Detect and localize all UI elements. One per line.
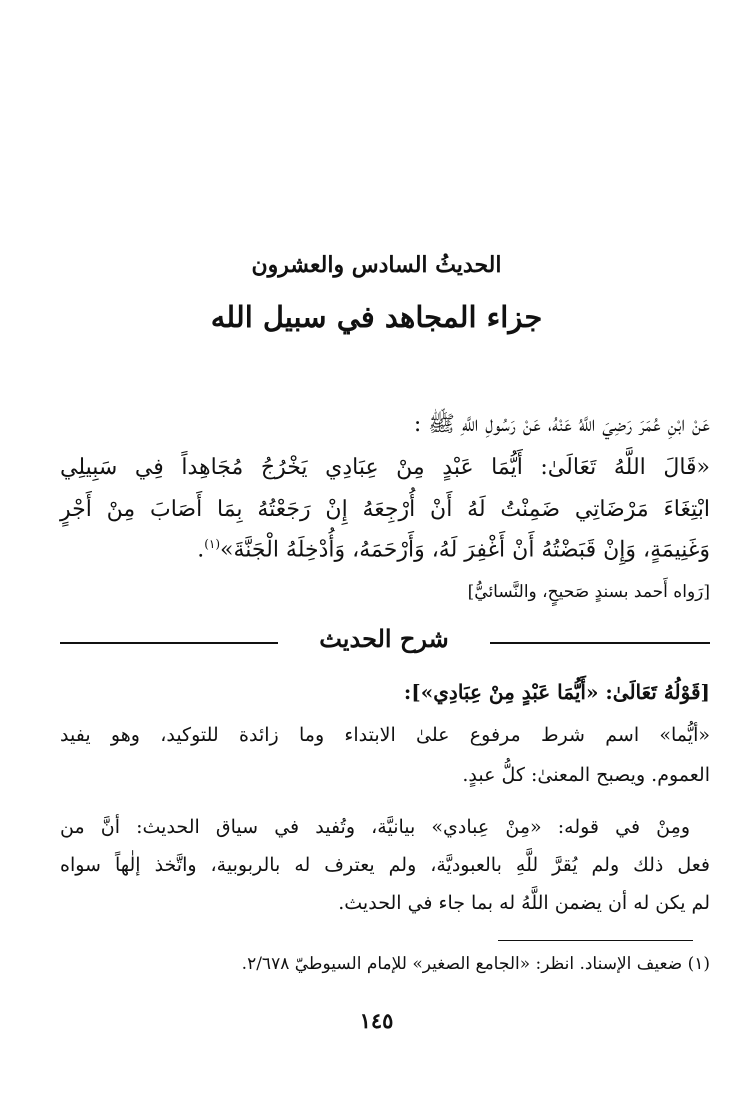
paragraph-2-line-3: لم يكن له أن يضمن اللَّهُ له بما جاء في الحديث.	[338, 892, 710, 914]
hadith-line-2: «قَالَ اللَّهُ تَعَالَىٰ: أَيُّمَا عَبْدٍ مِنْ عِبَادِي يَخْرُجُ مُجَاهِداً فِي سَبِيلِي	[60, 455, 710, 480]
hadith-line-4-text: وَغَنِيمَةٍ، وَإِنْ قَبَضْتُهُ أَنْ أَغْفِرَ لَهُ، وَأَرْحَمَهُ، وَأُدْخِلَهُ الْجَنَّةَ»	[220, 537, 710, 563]
explanation-heading: [قَوْلُهُ تَعَالَىٰ: «أَيُّمَا عَبْدٍ مِنْ عِبَادِي»]:	[403, 680, 710, 704]
hadith-line-3: ابْتِغَاءَ مَرْضَاتِي ضَمِنْتُ لَهُ أَنْ أُرْجِعَهُ إِنْ رَجَعْتُهُ بِمَا أَصَابَ مِنْ أَجْرٍ	[60, 497, 710, 522]
paragraph-2-line-1: ومِنْ في قوله: «مِنْ عِبادي» بيانيَّة، وتُفيد في سياق الحديث: أنَّ من	[60, 816, 690, 838]
sharh-title: شرح الحديث	[319, 624, 449, 653]
paragraph-1-line-2: العموم. ويصبح المعنىٰ: كلُّ عبدٍ.	[462, 764, 710, 786]
page-title: جزاء المجاهد في سبيل الله	[210, 300, 543, 334]
paragraph-2-line-2: فعل ذلك ولم يُقرَّ للَّهِ بالعبوديَّة، ولم يعترف له بالربوبية، واتَّخذ إلٰهاً سواه	[60, 854, 710, 876]
divider-line-right	[490, 642, 710, 644]
hadith-line-4	[60, 537, 710, 562]
hadith-line-1: عَنْ ابْنِ عُمَرَ رَضِيَ اللَّهُ عَنْهُ، عَنْ رَسُولِ اللَّهِ ﷺ :	[413, 412, 710, 437]
footnote: (١) ضعيف الإسناد. انظر: «الجامع الصغير» للإمام السيوطيّ ٢/٦٧٨.	[241, 954, 710, 974]
footnote-marker: (١)	[204, 537, 221, 551]
hadith-reference: [رَواه أَحمد بسندٍ صَحيحٍ، والنَّسائيُّ]	[467, 582, 710, 602]
divider-line-left	[60, 642, 278, 644]
page-number: ١٤٥	[359, 1008, 394, 1033]
paragraph-1-line-1: «أيُّما» اسم شرط مرفوع علىٰ الابتداء وما زائدة للتوكيد، وهو يفيد	[60, 724, 710, 746]
hadith-number-heading: الحديثُ السادس والعشرون	[251, 252, 502, 278]
footnote-separator	[498, 940, 693, 941]
hadith-line-4-end: .	[197, 537, 205, 563]
sharh-divider	[60, 624, 710, 660]
